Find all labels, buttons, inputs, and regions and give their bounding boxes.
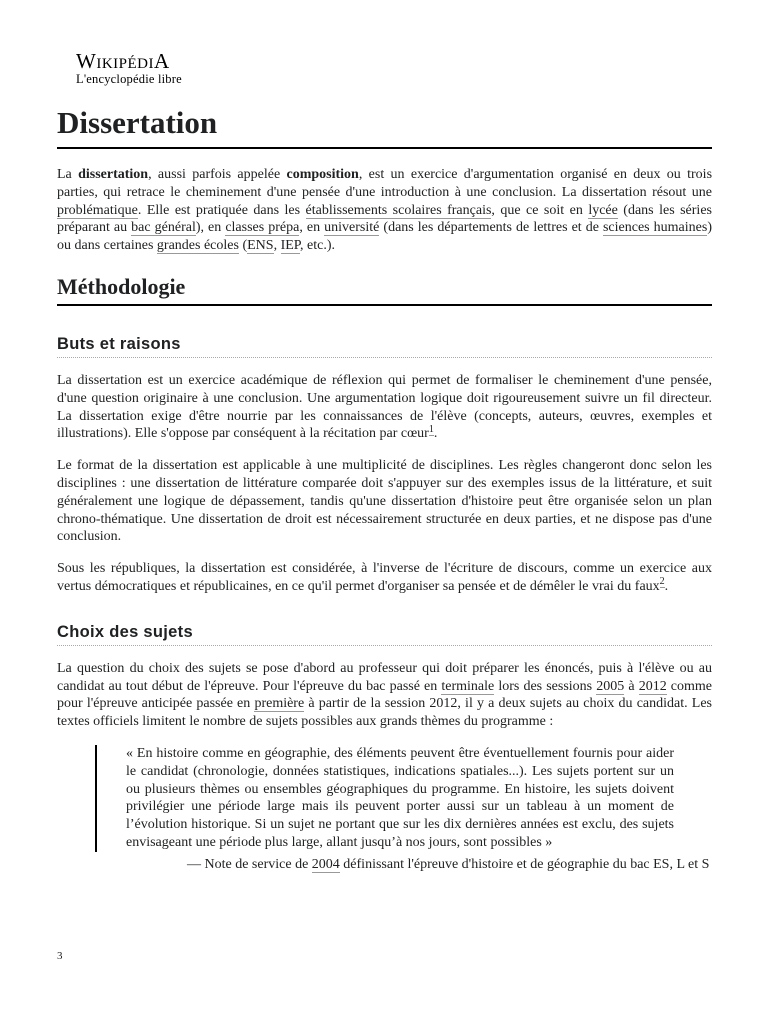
- link-iep[interactable]: IEP: [280, 238, 301, 254]
- logo-tagline: L'encyclopédie libre: [76, 72, 182, 86]
- section-heading-methodologie: Méthodologie: [57, 274, 712, 306]
- link-grandes-ecoles[interactable]: grandes écoles: [156, 238, 239, 254]
- link-bac-general[interactable]: bac général: [131, 220, 196, 236]
- logo-word-end: A: [153, 49, 170, 73]
- link-universite[interactable]: université: [324, 220, 380, 236]
- reference-1[interactable]: 1: [428, 423, 434, 435]
- logo-wordmark: [76, 50, 182, 72]
- quote-text: « En histoire comme en géographie, des éléments peuvent être éventuellement fournis pour aider le candidat (chronologie, données statistiques, indications spatiales...). Les sujets portent sur un ou plusieurs thèmes ou ensembles géographiques du programme. En histoire, les sujets doivent privilégier une période large mais ils peuvent porter aussi sur un tableau à un moment de l’évolution historique. Si un sujet ne portant que sur les dix dernières années est exclu, des sujets envisageant une période plus large, allant jusqu’à nos jours, sont possibles »: [126, 745, 674, 850]
- quote-block: [95, 745, 710, 874]
- link-ens[interactable]: ENS: [247, 238, 274, 254]
- link-lycee[interactable]: lycée: [588, 202, 618, 218]
- term-composition: composition: [286, 167, 359, 182]
- intro-paragraph: La dissertation, aussi parfois appelée composition, est un exercice d'argumentation organisé en deux ou trois parties, qui retrace le cheminement d'une pensée d'une introduction à une conclusion. La dissertation résout une problématique. Elle est pratiquée dans les établissements scolaires français, que ce soit en lycée (dans les séries préparant au bac général), en classes prépa, en université (dans les départements de lettres et de sciences humaines) ou dans certaines grandes écoles (ENS, IEP, etc.).: [57, 167, 713, 254]
- link-classes-prepa[interactable]: classes prépa: [225, 220, 300, 236]
- subsection-heading-buts: Buts et raisons: [57, 334, 712, 358]
- buts-paragraph-2: Le format de la dissertation est applicable à une multiplicité de disciplines. Les règles changeront donc selon les disciplines : une dissertation de littérature comparée doit s'appuyer sur des exemples issus de la littérature, et suit généralement une logique de dépassement, tandis qu'une dissertation d'histoire peut être organisée selon un plan chrono-thématique. Une dissertation de droit est nécessairement structurée en deux parties, et ne dispose pas d'une conclusion.: [57, 458, 712, 545]
- wikipedia-logo[interactable]: [76, 50, 182, 86]
- term-dissertation: dissertation: [78, 167, 149, 182]
- link-problematique[interactable]: problématique: [57, 202, 138, 218]
- link-2005[interactable]: 2005: [596, 678, 625, 694]
- link-sciences-humaines[interactable]: sciences humaines: [602, 220, 708, 236]
- logo-word-start: Wikipédi: [76, 49, 154, 73]
- link-etablissements[interactable]: établissements scolaires français: [305, 202, 492, 218]
- blockquote: [95, 745, 674, 852]
- choix-paragraph: La question du choix des sujets se pose d'abord au professeur qui doit préparer les énoncés, puis à l'élève ou au candidat au tout début de l'épreuve. Pour l'épreuve du bac passé en terminale lors des sessions 2005 à 2012 comme pour l'épreuve anticipée passée en première à partir de la session 2012, il y a deux sujets au choix du candidat. Les textes officiels limitent le nombre de sujets possibles aux grands thèmes du programme :: [57, 660, 713, 730]
- page-number: 3: [57, 950, 63, 962]
- quote-citation: — Note de service de 2004 définissant l'épreuve d'histoire et de géographie du bac ES, L et S: [187, 856, 710, 872]
- link-2012[interactable]: 2012: [638, 678, 667, 694]
- link-premiere[interactable]: première: [254, 696, 305, 712]
- link-terminale[interactable]: terminale: [441, 678, 495, 694]
- subsection-heading-choix: Choix des sujets: [57, 622, 712, 646]
- buts-paragraph-1: La dissertation est un exercice académique de réflexion qui permet de formaliser le cheminement d'une pensée, d'une question originaire à une conclusion. Une argumentation logique doit rigoureusement suivre un fil directeur. La dissertation exige d'être nourrie par les connaissances de l'élève (concepts, auteurs, œuvres, exemples et illustrations). Elle s'oppose par conséquent à la récitation par cœur$^1$.: [57, 372, 712, 442]
- buts-paragraph-3: Sous les républiques, la dissertation est considérée, à l'inverse de l'écriture de discours, comme un exercice aux vertus démocratiques et républicaines, en ce qu'il permet d'organiser sa pensée et de démêler le vrai du faux$^2$.: [57, 561, 712, 594]
- reference-2[interactable]: 2: [659, 576, 665, 588]
- link-2004[interactable]: 2004: [311, 856, 340, 872]
- article-content: [57, 100, 712, 874]
- page-title: Dissertation: [57, 104, 712, 149]
